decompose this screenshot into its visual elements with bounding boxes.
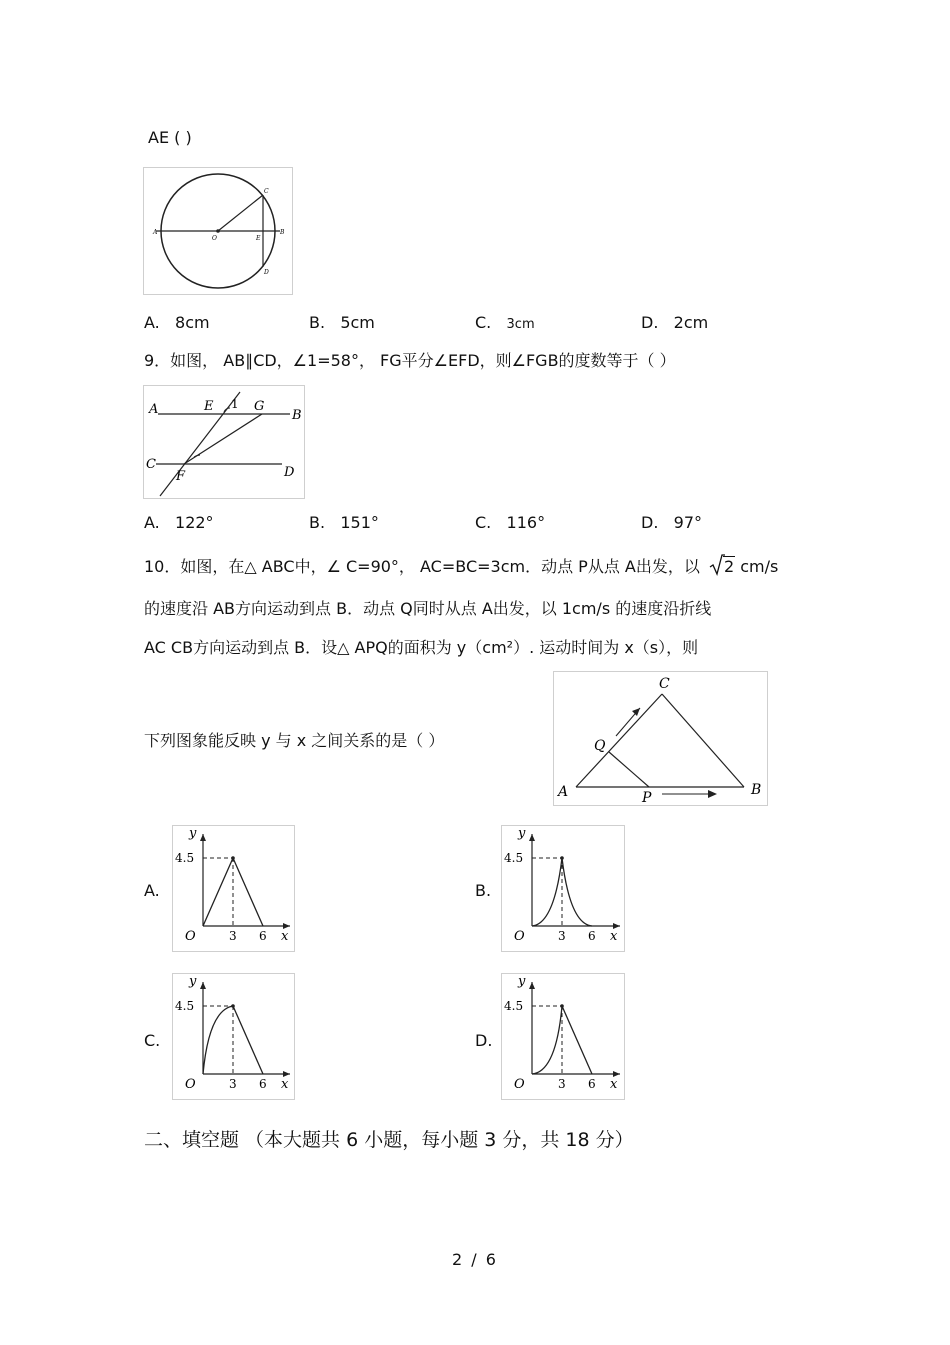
option-text: 3cm xyxy=(506,317,535,332)
sqrt-radical-icon xyxy=(709,554,725,576)
graph-label-x1: 3 xyxy=(229,929,237,943)
option-letter: B. xyxy=(309,313,326,332)
graph-label-y: y xyxy=(518,974,526,989)
option-text: 8cm xyxy=(175,313,210,332)
q10-line-1 xyxy=(144,557,778,577)
option-text: 122° xyxy=(175,513,214,532)
q9-option-a xyxy=(144,513,214,533)
q10-graph-a xyxy=(172,825,295,952)
q9-label-c: C xyxy=(146,457,156,472)
q9-label-a: A xyxy=(149,402,159,417)
q10-label-a: A xyxy=(558,784,569,800)
q9-label-g: G xyxy=(254,399,265,414)
q9-option-d xyxy=(641,513,702,533)
q9-label-d: D xyxy=(284,465,295,480)
q10-option-a-letter: A. xyxy=(144,881,160,900)
q8-label-o: O xyxy=(212,235,217,242)
graph-label-ymax: 4.5 xyxy=(504,999,524,1013)
q9-label-b: B xyxy=(292,408,302,423)
option-letter: C. xyxy=(475,513,492,532)
graph-label-origin: O xyxy=(185,929,196,944)
graph-label-origin: O xyxy=(514,929,525,944)
graph-label-origin: O xyxy=(185,1077,196,1092)
page-number: 2 / 6 xyxy=(452,1250,498,1269)
q10-label-c: C xyxy=(659,676,670,692)
graph-label-x1: 3 xyxy=(229,1077,237,1091)
q10-option-b-letter: B. xyxy=(475,881,492,900)
graph-label-ymax: 4.5 xyxy=(175,851,195,865)
q8-label-a: A xyxy=(153,229,158,236)
option-letter: B. xyxy=(309,513,326,532)
q10-speed-unit: cm/s xyxy=(740,557,779,576)
q8-option-b xyxy=(309,313,375,333)
q10-line-3: AC CB方向运动到点 B．设△ APQ的面积为 y（cm²）. 运动时间为 x（s），则 xyxy=(144,638,699,657)
q10-label-b: B xyxy=(751,782,762,798)
option-letter: D. xyxy=(641,313,659,332)
q10-label-q: Q xyxy=(594,738,606,754)
q10-option-c-letter: C. xyxy=(144,1031,161,1050)
graph-label-ymax: 4.5 xyxy=(175,999,195,1013)
option-letter: A. xyxy=(144,313,160,332)
sqrt-number: 2 xyxy=(723,557,735,576)
option-text: 5cm xyxy=(340,313,375,332)
q8-option-c xyxy=(475,313,535,335)
graph-label-x2: 6 xyxy=(259,1077,267,1091)
q9-label-e: E xyxy=(204,399,214,414)
option-letter: A. xyxy=(144,513,160,532)
q10-graph-d xyxy=(501,973,625,1100)
q8-label-b: B xyxy=(280,229,285,236)
graph-label-x: x xyxy=(281,1077,289,1092)
graph-label-y: y xyxy=(189,974,197,989)
q9-option-b xyxy=(309,513,379,533)
option-text: 151° xyxy=(340,513,379,532)
q8-stem-tail: AE ( ) xyxy=(148,128,192,147)
q8-label-d: D xyxy=(264,269,269,276)
graph-label-y: y xyxy=(189,826,197,841)
option-text: 97° xyxy=(673,513,703,532)
q10-graph-b xyxy=(501,825,625,952)
q8-option-a xyxy=(144,313,210,333)
q10-line-4: 下列图象能反映 y 与 x 之间关系的是（ ） xyxy=(144,731,445,750)
graph-label-x1: 3 xyxy=(558,1077,566,1091)
option-text: 2cm xyxy=(673,313,709,332)
q10-graph-c xyxy=(172,973,295,1100)
q10-option-d-letter: D. xyxy=(475,1031,493,1050)
q8-circle-figure xyxy=(143,167,293,295)
graph-label-x: x xyxy=(281,929,289,944)
graph-label-origin: O xyxy=(514,1077,525,1092)
q9-label-f: F xyxy=(176,469,186,484)
q8-label-c: C xyxy=(264,188,269,195)
graph-label-x: x xyxy=(610,929,618,944)
q10-line-2: 的速度沿 AB方向运动到点 B．动点 Q同时从点 A出发，以 1cm/s 的速度沿折线 xyxy=(144,599,712,618)
q9-label-angle1: 1 xyxy=(231,397,239,411)
q8-option-d xyxy=(641,313,708,333)
graph-label-x2: 6 xyxy=(588,929,596,943)
q9-parallel-lines-figure xyxy=(143,385,305,499)
q10-triangle-figure xyxy=(553,671,768,806)
section-2-heading: 二、填空题 （本大题共 6 小题，每小题 3 分，共 18 分） xyxy=(144,1129,634,1151)
q8-label-e: E xyxy=(256,235,261,242)
option-letter: C. xyxy=(475,313,492,332)
graph-label-ymax: 4.5 xyxy=(504,851,524,865)
option-letter: D. xyxy=(641,513,659,532)
sqrt-expression xyxy=(709,557,735,577)
q10-line-1-text: 10．如图，在△ ABC中，∠ C=90°， AC=BC=3cm．动点 P从点 A出发，以 xyxy=(144,557,700,576)
q9-stem: 9．如图， AB∥CD，∠1=58°， FG平分∠EFD，则∠FGB的度数等于（ ） xyxy=(144,351,676,370)
graph-label-x: x xyxy=(610,1077,618,1092)
graph-label-y: y xyxy=(518,826,526,841)
graph-label-x1: 3 xyxy=(558,929,566,943)
option-text: 116° xyxy=(506,513,546,532)
q9-option-c xyxy=(475,513,545,533)
q10-label-p: P xyxy=(642,790,652,805)
graph-label-x2: 6 xyxy=(259,929,267,943)
graph-label-x2: 6 xyxy=(588,1077,596,1091)
